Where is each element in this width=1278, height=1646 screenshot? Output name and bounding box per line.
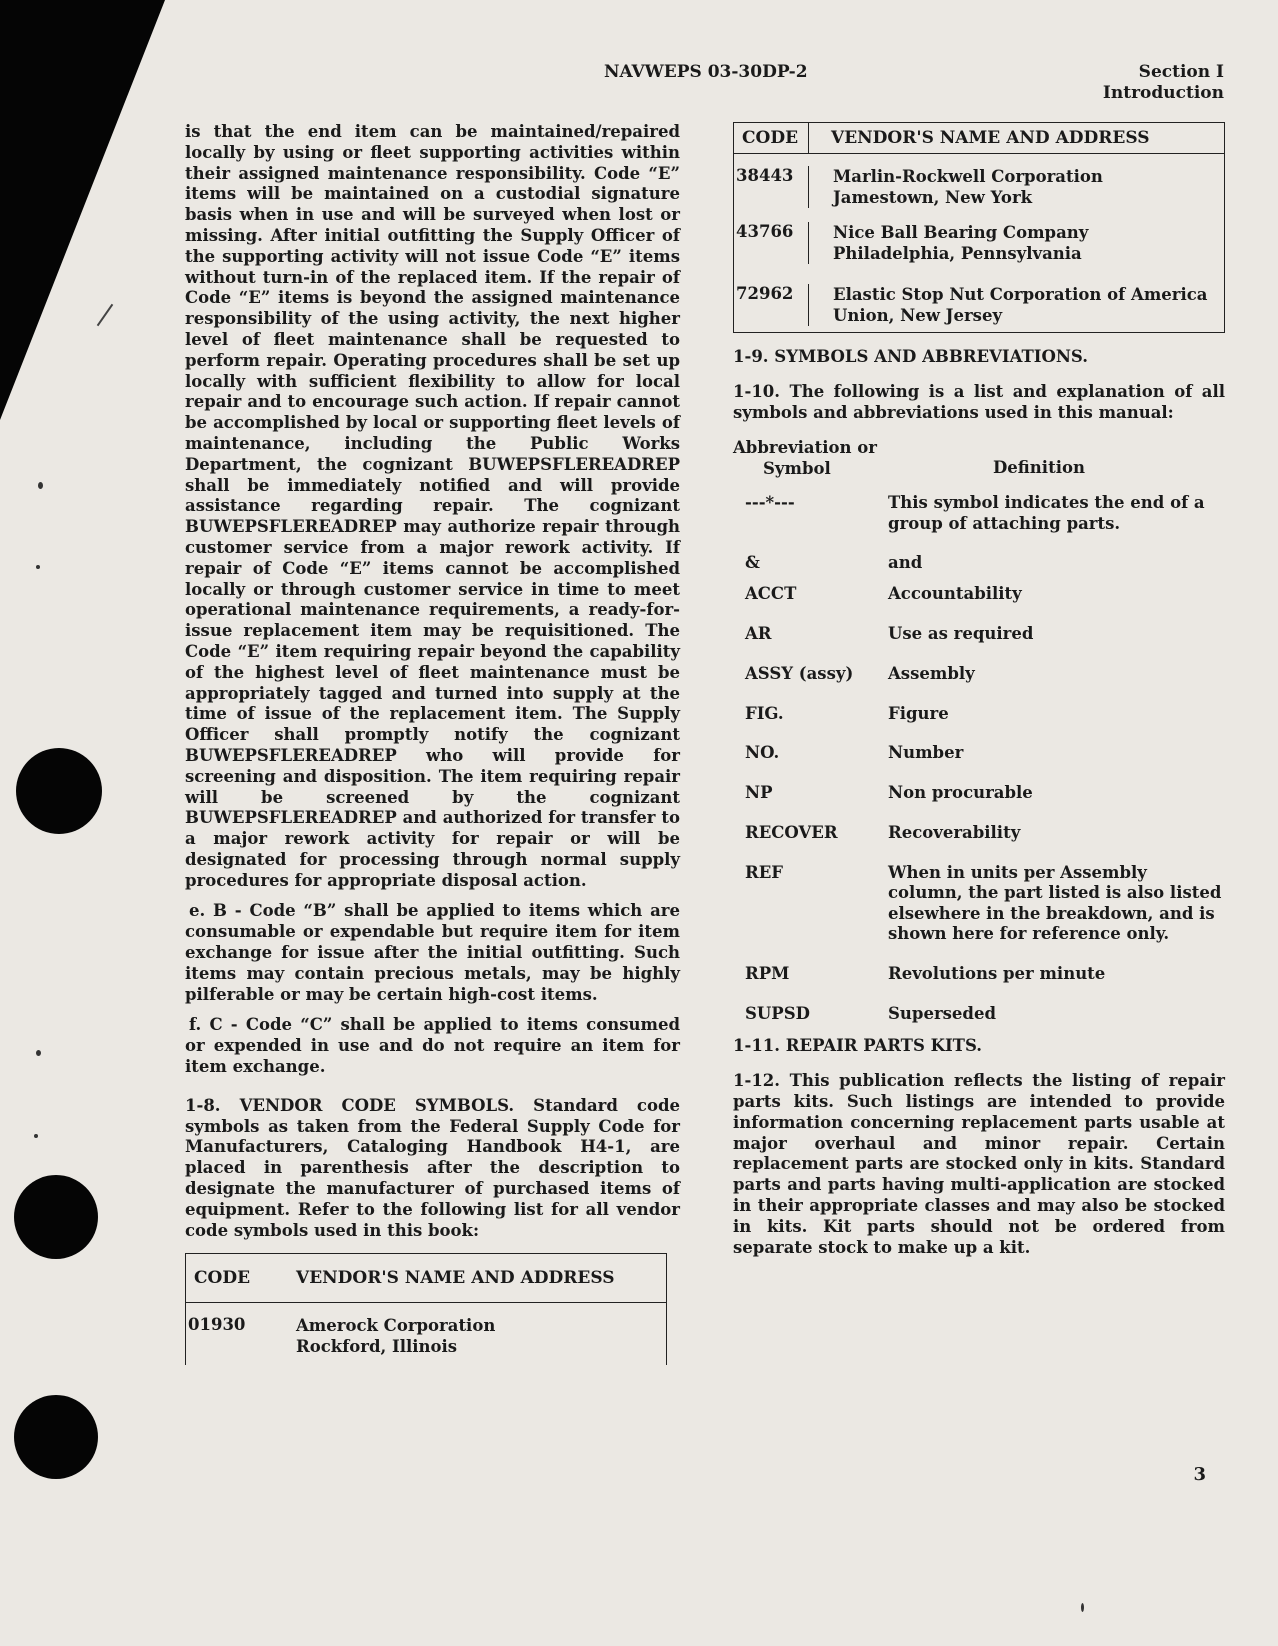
definition-column-header: Definition [993,458,1085,478]
definition: Use as required [888,623,1034,643]
scan-speck [36,1050,41,1056]
scan-speck [34,1134,38,1138]
list-item [733,624,1225,645]
vendor-name: Nice Ball Bearing Company [833,223,1089,242]
vendor-code: 43766 [734,222,809,264]
list-item [733,823,1225,844]
definition: This symbol indicates the end of a group of attaching parts. [888,493,1205,533]
section-number: Section I [1138,62,1224,82]
list-item [733,664,1225,685]
paragraph-f: f. C - Code “C” shall be applied to items consumed or expended in use and do not require an item for item exchange. [185,1015,680,1077]
list-item [733,553,1225,574]
column-header-code: CODE [194,1268,251,1289]
abbreviation-table-header [733,437,1225,479]
definition: Figure [888,703,949,723]
scan-corner-shadow [0,0,165,420]
definition: Recoverability [888,822,1021,842]
abbreviation: & [745,553,760,573]
column-header-code: CODE [734,123,809,153]
page-number: 3 [1193,1464,1206,1485]
abbreviation: AR [745,623,772,643]
vendor-name-address [809,222,1088,264]
vendor-code: 72962 [734,284,809,326]
abbreviation: RECOVER [745,822,838,842]
scan-speck [36,565,40,569]
abbreviation-header-line-1: Abbreviation or [733,438,877,458]
section-label [1103,62,1224,104]
heading-1-11: 1-11. REPAIR PARTS KITS. [733,1036,983,1056]
vendor-address: Rockford, Illinois [296,1337,458,1357]
abbreviation-column-header [733,437,883,479]
definition: Non procurable [888,783,1033,803]
scan-speck [38,482,43,489]
punch-hole-1 [16,748,102,834]
abbreviation: NP [745,783,773,803]
vendor-code-table-right [733,122,1225,333]
abbreviation: ---*--- [745,493,795,513]
list-item [733,743,1225,764]
paragraph-1-8: 1-8. VENDOR CODE SYMBOLS. Standard code symbols as taken from the Federal Supply Code for Manufacturers, Cataloging Handbook H4-1, are placed in parenthesis after the description to designate the manufacturer of purchased items of equipment. Refer to the following list for all vendor code symbols used in this book: [185,1095,680,1240]
abbreviation-header-line-2: Symbol [763,459,831,479]
abbreviation: REF [745,862,784,882]
table-header [186,1254,666,1303]
paragraph-e: e. B - Code “B” shall be applied to items which are consumable or expendable but require item for item exchange for issue after the initial outfitting. Such items may contain precious metals, may be highly pilferable or may be certain high-cost items. [185,901,680,1004]
definition: Revolutions per minute [888,963,1106,983]
paragraph-code-e-continued: is that the end item can be maintained/repaired locally by using or fleet supporting activities within their assigned maintenance responsibility. Code “E” items will be maintained on a custodial signature basis when in use and will be surveyed when lost or missing. After initial outfitting the Supply Officer of the supporting activity will not issue Code “E” items without turn-in of the replaced item. If the repair of Code “E” items is beyond the assigned maintenance responsibility of the using activity, the next higher level of fleet maintenance shall be requested to perform repair. Operating procedures shall be set up locally with sufficient flexibility to allow for local repair and to encourage such action. If repair cannot be accomplished by local or supporting fleet levels of maintenance, including the Public Works Department, the cognizant BUWEPSFLEREADREP shall be immediately notified and will provide assistance regarding repair. The cognizant BUWEPSFLEREADREP may authorize repair through customer service from a major rework activity. If repair of Code “E” items cannot be accomplished locally or through customer service in time to meet operational maintenance requirements, a ready-for-issue replacement item may be requisitioned. The Code “E” item requiring repair beyond the capability of the highest level of fleet maintenance must be appropriately tagged and turned into supply at the time of issue of the replacement item. The Supply Officer shall promptly notify the cognizant BUWEPSFLEREADREP who will provide for screening and disposition. The item requiring repair will be screened by the cognizant BUWEPSFLEREADREP and authorized for transfer to a major rework activity for repair or will be designated for processing through normal supply procedures for appropriate disposal action. [185,122,680,890]
vendor-name-address [809,166,1103,208]
document-number: NAVWEPS 03-30DP-2 [604,62,808,82]
column-header-vendor: VENDOR'S NAME AND ADDRESS [296,1268,615,1289]
list-item [733,863,1225,945]
table-row [734,270,1224,332]
table-row [734,154,1224,214]
vendor-code: 38443 [734,166,809,208]
paragraph-1-10: 1-10. The following is a list and explanation of all symbols and abbreviations used in this manual: [733,381,1225,422]
definition: When in units per Assembly column, the part listed is also listed elsewhere in the breakdown, and is shown here for reference only. [888,862,1222,944]
vendor-address: Philadelphia, Pennsylvania [833,244,1082,263]
definition: Accountability [888,584,1022,604]
vendor-name: Marlin-Rockwell Corporation [833,167,1103,186]
abbreviation: NO. [745,743,780,763]
left-column [185,122,680,1365]
list-item [733,704,1225,725]
list-item [733,584,1225,605]
vendor-code-table-left [185,1253,667,1365]
table-row [186,1303,666,1365]
definition: Superseded [888,1003,996,1023]
right-column [733,118,1225,1258]
abbreviation: SUPSD [745,1003,810,1023]
paragraph-1-12: 1-12. This publication reflects the listing of repair parts kits. Such listings are intended to provide information concerning replacement parts usable at major overhaul and minor repair. Certain replacement parts are stocked only in kits. Standard parts and parts having multi-application are stocked in their appropriate classes and may also be stocked in kits. Kit parts should not be ordered from separate stock to make up a kit. [733,1071,1225,1257]
section-title: Introduction [1102,83,1224,103]
table-header [734,123,1224,154]
column-header-vendor: VENDOR'S NAME AND ADDRESS [831,127,1150,148]
abbreviation: ASSY (assy) [745,663,854,683]
definition: Assembly [888,663,975,683]
abbreviation-list [733,493,1225,1024]
vendor-code: 01930 [188,1315,246,1335]
list-item [733,783,1225,804]
abbreviation: FIG. [745,703,784,723]
abbreviation: ACCT [745,584,797,604]
vendor-address: Union, New Jersey [833,306,1003,325]
list-item [733,964,1225,985]
vendor-name-address [284,1315,495,1357]
definition: Number [888,743,964,763]
vendor-name: Elastic Stop Nut Corporation of America [833,285,1208,304]
scan-speck [1081,1603,1084,1612]
punch-hole-3 [14,1395,98,1479]
list-item [733,1004,1225,1025]
punch-hole-2 [14,1175,98,1259]
abbreviation: RPM [745,963,790,983]
table-row [734,214,1224,270]
heading-1-9: 1-9. SYMBOLS AND ABBREVIATIONS. [733,347,1089,366]
definition: and [888,553,923,573]
vendor-name: Amerock Corporation [296,1316,496,1336]
vendor-address: Jamestown, New York [833,188,1033,207]
list-item [733,493,1225,534]
vendor-name-address [809,284,1207,326]
